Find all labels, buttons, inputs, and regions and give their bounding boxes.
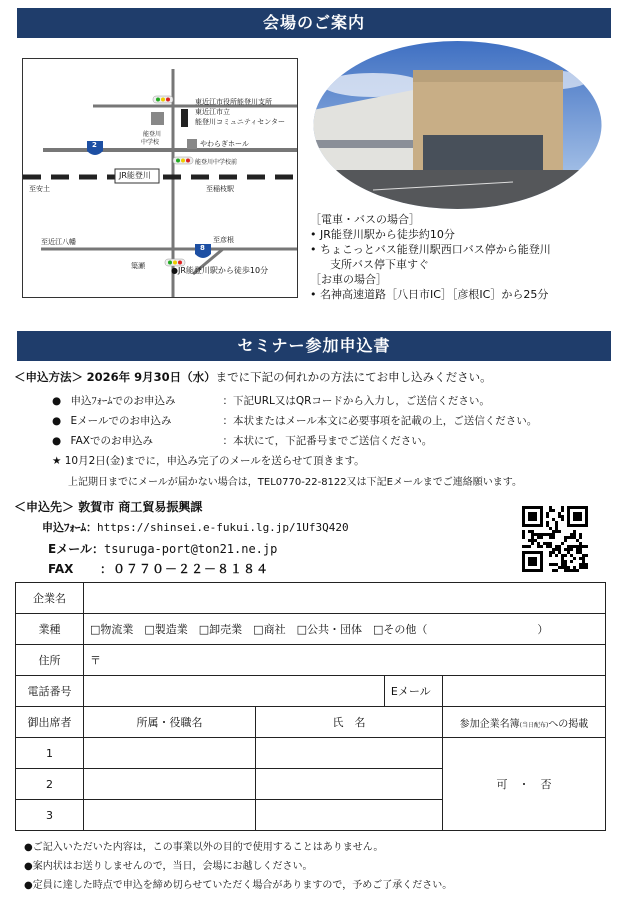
note-item: ●案内状はお送りしませんので，当日，会場にお越しください。 [24, 861, 313, 872]
address-field[interactable]: 〒 [84, 645, 606, 676]
map-label-to-inae: 至稲枝駅 [206, 185, 234, 193]
listing-c: への掲載 [548, 718, 589, 730]
map-label-yanase: 簗瀬 [131, 262, 145, 270]
bullet-mark: ● [52, 415, 62, 427]
consent-field[interactable]: 可 ・ 否 [442, 738, 605, 831]
fax-number: ：０７７０－２２－８１８４ [100, 562, 270, 576]
map-label-to-azuchi: 至安土 [29, 185, 50, 193]
address-label: 住所 [16, 645, 84, 676]
method-name: 申込ﾌｫｰﾑでのお申込み [70, 395, 176, 407]
form-label: 申込ﾌｫｰﾑ： [42, 521, 97, 534]
map-label-to-hikone: 至彦根 [213, 236, 234, 244]
phone-row [16, 676, 606, 707]
notes [24, 838, 452, 895]
listing-b: (当日配布) [519, 721, 549, 729]
confirmation-note: ★ 10月2日(金)までに，申込み完了のメールを送らせて頂きます。 [52, 455, 365, 467]
row-number: 1 [16, 738, 84, 769]
note-item: ●ご記入いただいた内容は，この事業以外の目的で使用することはありません。 [24, 842, 384, 853]
dept-field[interactable] [84, 769, 256, 800]
map-label-city-office: 東近江市役所能登川支所 [195, 98, 272, 106]
email-label-cell: Eメール [384, 676, 442, 707]
qr-code[interactable] [522, 506, 588, 572]
dept-field[interactable] [84, 738, 256, 769]
listing-a: 参加企業名簿 [459, 718, 520, 730]
method-row [52, 433, 432, 448]
access-map [22, 58, 298, 298]
method-desc: ：本状またはメール本文に必要事項を記載の上，ご送信ください。 [222, 415, 538, 427]
seminar-banner: セミナー参加申込書 [17, 331, 611, 361]
fax-line [48, 560, 269, 577]
listing-header [442, 707, 605, 738]
map-label-jhs: 能登川 [143, 131, 162, 138]
train-heading: ［電車・バスの場合］ [310, 213, 420, 226]
dept-header: 所属・役職名 [84, 707, 256, 738]
form-url[interactable]: https://shinsei.e-fukui.lg.jp/1Uf3Q420 [97, 521, 349, 534]
row-number: 2 [16, 769, 84, 800]
route-2-label: 2 [92, 141, 97, 149]
map-label-to-omihachiman: 至近江八幡 [41, 238, 76, 246]
train-line-3: 支所バス停下車すぐ [330, 258, 429, 271]
route-8-label: 8 [200, 244, 205, 252]
car-heading: ［お車の場合］ [310, 273, 387, 286]
attendee-header-row [16, 707, 606, 738]
email-field[interactable] [442, 676, 605, 707]
map-label-center-2: 能登川コミュニティセンター [195, 118, 286, 126]
form-url-line [42, 519, 349, 535]
method-name: Eメールでのお申込み [70, 415, 172, 427]
map-label-station: JR能登川 [119, 171, 151, 180]
method-desc: ：下記URL又はQRコードから入力し，ご送信ください。 [222, 395, 490, 407]
industry-label: 業種 [16, 614, 84, 645]
contact-heading: ＜申込先＞ [14, 500, 75, 514]
phone-field[interactable] [84, 676, 385, 707]
bullet-mark: ● [52, 435, 62, 447]
map-label-center-1: 東近江市立 [195, 108, 230, 116]
community-center-marker [181, 109, 188, 127]
access-info [310, 212, 615, 302]
car-line-1: • 名神高速道路［八日市IC］［彦根IC］から25分 [310, 288, 549, 301]
dept-field[interactable] [84, 800, 256, 831]
map-label-yawaragi: やわらぎホール [200, 140, 249, 148]
email-line [48, 540, 277, 557]
name-field[interactable] [256, 769, 443, 800]
venue-banner: 会場のご案内 [17, 8, 611, 38]
industry-options[interactable]: □物流業 □製造業 □卸売業 □商社 □公共・団体 □その他（ ） [84, 614, 606, 645]
industry-row [16, 614, 606, 645]
company-field[interactable] [84, 583, 606, 614]
map-label-jhs2: 中学校 [141, 139, 160, 146]
phone-label: 電話番号 [16, 676, 84, 707]
row-number: 3 [16, 800, 84, 831]
jhs-building [151, 112, 164, 125]
bullet-mark: ● [52, 395, 62, 407]
application-form [15, 582, 606, 831]
method-heading: ＜申込方法＞ [14, 370, 83, 384]
train-line-1: • JR能登川駅から徒歩約10分 [310, 228, 455, 241]
train-line-2: • ちょこっとバス能登川駅西口バス停から能登川 [310, 243, 551, 256]
confirmation-note-2: 上記期日までにメールが届かない場合は，TEL0770-22-8122又は下記Eメールまでご連絡願います。 [68, 477, 522, 488]
attendee-row [16, 738, 606, 769]
map-drawing [23, 59, 298, 298]
traffic-light-icon [153, 96, 173, 103]
contact-line [14, 498, 202, 515]
note-item: ●定員に達した時点で申込を締め切らせていただく場合がありますので，予めご了承ください。 [24, 880, 453, 891]
method-name: FAXでのお申込み [70, 435, 153, 447]
qr-code-icon [522, 506, 588, 572]
method-row [52, 413, 537, 428]
yawaragi-building [187, 139, 197, 149]
method-line [14, 369, 492, 385]
email-label: Eメール： [48, 542, 104, 556]
address-row [16, 645, 606, 676]
name-field[interactable] [256, 800, 443, 831]
map-label-walk: ●JR能登川駅から徒歩10分 [171, 266, 269, 275]
traffic-light-icon [173, 157, 193, 164]
method-row [52, 393, 490, 408]
venue-photo [313, 40, 602, 210]
company-label: 企業名 [16, 583, 84, 614]
name-field[interactable] [256, 738, 443, 769]
method-desc: ：本状にて，下記番号までご送信ください。 [222, 435, 433, 447]
email-address[interactable]: tsuruga-port@ton21.ne.jp [103, 542, 278, 556]
name-header: 氏 名 [256, 707, 443, 738]
contact-org: 敦賀市 商工貿易振興課 [78, 500, 203, 514]
map-label-east-jhs: 能登川中学校前 [195, 159, 238, 166]
attendee-label: 御出席者 [16, 707, 84, 738]
method-text: までに下記の何れかの方法にてお申し込みください。 [215, 370, 492, 384]
company-row [16, 583, 606, 614]
deadline-date: 2026年 9月30日（水） [86, 370, 216, 384]
fax-label: FAX [48, 562, 74, 576]
